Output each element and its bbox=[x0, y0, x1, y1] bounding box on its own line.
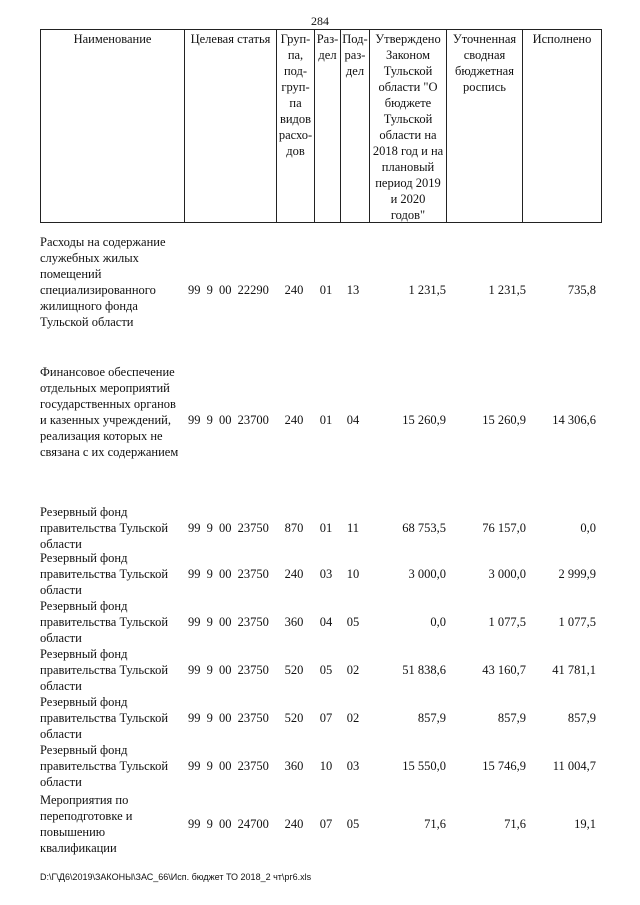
row-approved: 68 753,5 bbox=[402, 521, 446, 535]
row-group: 520 bbox=[284, 711, 304, 725]
row-approved: 15 550,0 bbox=[402, 759, 446, 773]
row-group: 520 bbox=[284, 663, 304, 677]
row-revised: 76 157,0 bbox=[482, 521, 526, 535]
row-executed: 735,8 bbox=[567, 283, 596, 297]
row-executed: 1 077,5 bbox=[558, 615, 596, 629]
row-group: 240 bbox=[284, 413, 304, 427]
row-name: Резервный фонд правительства Тульской области bbox=[40, 551, 169, 597]
row-approved: 857,9 bbox=[417, 711, 446, 725]
row-section: 07 bbox=[319, 711, 333, 725]
row-name: Резервный фонд правительства Тульской области bbox=[40, 647, 169, 693]
header-subsection: Под- раз- дел bbox=[342, 32, 368, 78]
row-group: 240 bbox=[284, 567, 304, 581]
row-executed: 19,1 bbox=[574, 817, 596, 831]
header-revised: Уточненная сводная бюджетная роспись bbox=[452, 32, 517, 94]
header-executed: Исполнено bbox=[532, 32, 592, 46]
row-approved: 15 260,9 bbox=[402, 413, 446, 427]
row-subsection: 05 bbox=[346, 817, 360, 831]
row-target: 99 9 00 23750 bbox=[188, 567, 269, 581]
row-target: 99 9 00 23750 bbox=[188, 615, 269, 629]
row-group: 360 bbox=[284, 759, 304, 773]
page-number: 284 bbox=[311, 14, 329, 28]
row-subsection: 02 bbox=[346, 663, 360, 677]
header-name: Наименование bbox=[73, 32, 152, 46]
header-target: Целевая статья bbox=[190, 32, 271, 46]
row-revised: 43 160,7 bbox=[482, 663, 526, 677]
row-group: 240 bbox=[284, 817, 304, 831]
header-approved: Утверждено Законом Тульской области "О бюджете Тульской области на 2018 год и на плановый период 2019 и 2020 годов" bbox=[372, 32, 444, 222]
row-revised: 15 260,9 bbox=[482, 413, 526, 427]
row-group: 870 bbox=[284, 521, 304, 535]
row-section: 01 bbox=[319, 521, 333, 535]
row-approved: 3 000,0 bbox=[408, 567, 446, 581]
row-executed: 11 004,7 bbox=[552, 759, 596, 773]
row-section: 04 bbox=[319, 615, 333, 629]
row-executed: 857,9 bbox=[567, 711, 596, 725]
row-target: 99 9 00 23750 bbox=[188, 521, 269, 535]
header-group: Груп- па, под- груп- па видов расхо- дов bbox=[278, 32, 313, 158]
row-executed: 2 999,9 bbox=[558, 567, 596, 581]
header-top-border bbox=[40, 29, 602, 30]
row-subsection: 13 bbox=[346, 283, 360, 297]
row-revised: 3 000,0 bbox=[488, 567, 526, 581]
row-name: Резервный фонд правительства Тульской области bbox=[40, 505, 169, 551]
row-approved: 71,6 bbox=[424, 817, 446, 831]
row-target: 99 9 00 23750 bbox=[188, 663, 269, 677]
row-name: Резервный фонд правительства Тульской области bbox=[40, 743, 169, 789]
row-section: 01 bbox=[319, 413, 333, 427]
row-name: Мероприятия по переподготовке и повышению квалификации bbox=[40, 793, 133, 855]
row-approved: 0,0 bbox=[430, 615, 446, 629]
header-divider bbox=[522, 29, 523, 223]
row-section: 03 bbox=[319, 567, 333, 581]
row-subsection: 03 bbox=[346, 759, 360, 773]
row-section: 07 bbox=[319, 817, 333, 831]
row-revised: 1 231,5 bbox=[488, 283, 526, 297]
header-divider bbox=[40, 29, 41, 223]
row-revised: 1 077,5 bbox=[488, 615, 526, 629]
row-subsection: 02 bbox=[346, 711, 360, 725]
row-revised: 71,6 bbox=[504, 817, 526, 831]
row-target: 99 9 00 22290 bbox=[188, 283, 269, 297]
row-group: 360 bbox=[284, 615, 304, 629]
row-revised: 857,9 bbox=[497, 711, 526, 725]
row-target: 99 9 00 23700 bbox=[188, 413, 269, 427]
header-divider bbox=[184, 29, 185, 223]
row-subsection: 10 bbox=[346, 567, 360, 581]
row-section: 05 bbox=[319, 663, 333, 677]
file-path-footer: D:\Г\Д6\2019\ЗАКОНЫ\ЗАС_66\Исп. бюджет ТО 2018_2 чт\рг6.xls bbox=[40, 872, 312, 882]
row-approved: 1 231,5 bbox=[408, 283, 446, 297]
row-target: 99 9 00 23750 bbox=[188, 759, 269, 773]
row-target: 99 9 00 23750 bbox=[188, 711, 269, 725]
header-section: Раз- дел bbox=[316, 32, 339, 62]
row-section: 01 bbox=[319, 283, 333, 297]
row-target: 99 9 00 24700 bbox=[188, 817, 269, 831]
row-subsection: 04 bbox=[346, 413, 360, 427]
row-name: Резервный фонд правительства Тульской области bbox=[40, 695, 169, 741]
header-bottom-border bbox=[40, 222, 602, 223]
row-executed: 14 306,6 bbox=[552, 413, 596, 427]
row-executed: 41 781,1 bbox=[552, 663, 596, 677]
row-group: 240 bbox=[284, 283, 304, 297]
row-name: Расходы на содержание служебных жилых помещений специализированного жилищного фонда Тульской области bbox=[40, 235, 166, 329]
row-name: Резервный фонд правительства Тульской области bbox=[40, 599, 169, 645]
row-subsection: 11 bbox=[346, 521, 360, 535]
header-divider bbox=[601, 29, 602, 223]
row-subsection: 05 bbox=[346, 615, 360, 629]
row-revised: 15 746,9 bbox=[482, 759, 526, 773]
row-approved: 51 838,6 bbox=[402, 663, 446, 677]
row-name: Финансовое обеспечение отдельных мероприятий государственных органов и казенных учреждений, реализация которых не связана с их содержанием bbox=[40, 365, 179, 459]
row-section: 10 bbox=[319, 759, 333, 773]
row-executed: 0,0 bbox=[580, 521, 596, 535]
